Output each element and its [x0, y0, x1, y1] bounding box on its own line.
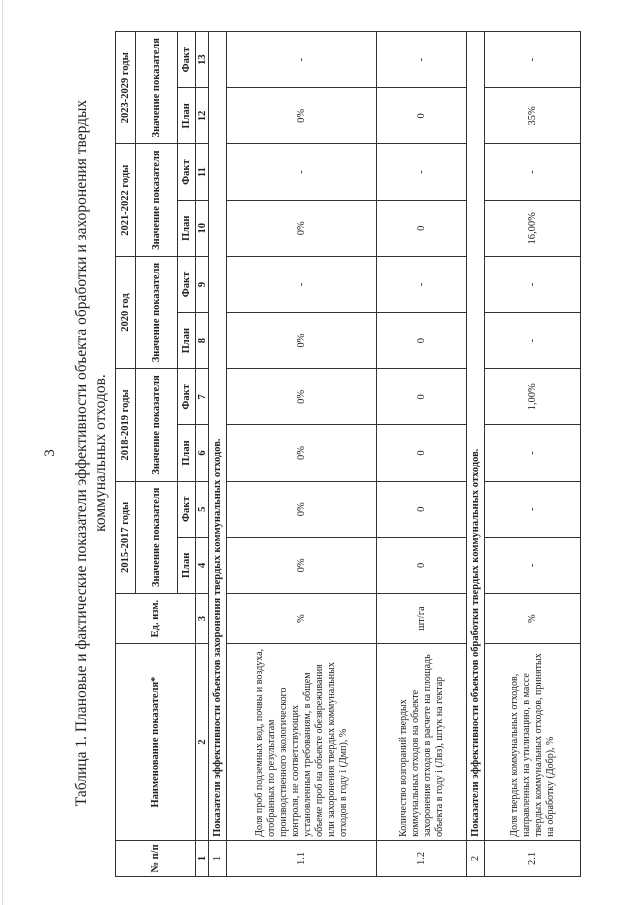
- header-fact: Факт: [178, 144, 196, 200]
- value-cell: 0%: [227, 481, 377, 537]
- header-period-2021-2022: 2021-2022 годы: [116, 144, 136, 256]
- table-row: [227, 32, 377, 877]
- section-title: Показатели эффективности объектов захоронения твердых коммунальных отходов.: [209, 32, 227, 841]
- column-number: 8: [196, 313, 209, 369]
- value-cell: -: [485, 537, 581, 593]
- rotated-page: [20, 23, 620, 883]
- value-cell: -: [227, 144, 377, 200]
- value-cell: -: [377, 32, 467, 88]
- header-period-2015-2017: 2015-2017 годы: [116, 481, 136, 593]
- column-number: 12: [196, 88, 209, 144]
- unit-cell: шт/га: [377, 594, 467, 644]
- column-number: 9: [196, 256, 209, 312]
- column-number: 7: [196, 369, 209, 425]
- header-plan: План: [178, 425, 196, 481]
- value-cell: -: [227, 32, 377, 88]
- unit-cell: %: [227, 594, 377, 644]
- value-cell: 0: [377, 537, 467, 593]
- header-fact: Факт: [178, 481, 196, 537]
- header-plan: План: [178, 200, 196, 256]
- table-row: [377, 32, 467, 877]
- page-number: 3: [42, 449, 58, 457]
- header-plan: План: [178, 313, 196, 369]
- header-plan: План: [178, 537, 196, 593]
- value-cell: 0: [377, 369, 467, 425]
- value-cell: 0%: [227, 369, 377, 425]
- column-number: 11: [196, 144, 209, 200]
- column-number: 4: [196, 537, 209, 593]
- column-number: 3: [196, 594, 209, 644]
- value-cell: 0: [377, 481, 467, 537]
- value-cell: 0: [377, 88, 467, 144]
- header-period-2018-2019: 2018-2019 годы: [116, 369, 136, 481]
- value-cell: 0%: [227, 537, 377, 593]
- row-number: 1.1: [227, 840, 377, 876]
- column-number: 13: [196, 32, 209, 88]
- value-cell: -: [485, 313, 581, 369]
- indicator-name: Доля проб подземных вод, почвы и воздуха, отобранных по результатам производственного экологического контроля, не соответствующих установленным требованиям, в общем объеме проб на объекте обезвреживания или захоронения твердых коммунальных отходов в году i (Дмп), %: [227, 644, 377, 841]
- header-period-2020: 2020 год: [116, 256, 136, 368]
- value-cell: -: [377, 144, 467, 200]
- header-period-2023-2029: 2023-2029 годы: [116, 32, 136, 145]
- row-number: 1.2: [377, 840, 467, 876]
- caption-line-2: коммунальных отходов.: [92, 374, 109, 532]
- column-number: 5: [196, 481, 209, 537]
- table-row: [485, 32, 581, 877]
- value-cell: 0%: [227, 88, 377, 144]
- header-value-label: Значение показателя: [136, 481, 178, 593]
- header-value-label: Значение показателя: [136, 256, 178, 368]
- value-cell: -: [485, 425, 581, 481]
- value-cell: -: [485, 481, 581, 537]
- value-cell: 0%: [227, 200, 377, 256]
- value-cell: 0: [377, 200, 467, 256]
- scan-edge-line: [2, 0, 3, 905]
- indicators-table: [115, 31, 581, 877]
- header-fact: Факт: [178, 369, 196, 425]
- section-number: 1: [209, 840, 227, 876]
- value-cell: 0%: [227, 313, 377, 369]
- table-caption: [72, 23, 110, 883]
- header-num: № п/п: [116, 840, 196, 876]
- value-cell: 0: [377, 313, 467, 369]
- value-cell: -: [485, 144, 581, 200]
- header-value-label: Значение показателя: [136, 32, 178, 145]
- value-cell: -: [485, 256, 581, 312]
- header-name: Наименование показателя*: [116, 644, 196, 841]
- column-number: 10: [196, 200, 209, 256]
- value-cell: 16,00%: [485, 200, 581, 256]
- value-cell: 1,00%: [485, 369, 581, 425]
- section-number: 2: [467, 840, 485, 876]
- value-cell: 0%: [227, 425, 377, 481]
- header-fact: Факт: [178, 256, 196, 312]
- header-value-label: Значение показателя: [136, 369, 178, 481]
- row-number: 2.1: [485, 840, 581, 876]
- unit-cell: %: [485, 594, 581, 644]
- indicator-name: Доля твердых коммунальных отходов, направленных на утилизацию, в массе твердых коммунальных отходов, принятых на обработку (Добр), %: [485, 644, 581, 841]
- value-cell: 0: [377, 425, 467, 481]
- header-fact: Факт: [178, 32, 196, 88]
- header-value-label: Значение показателя: [136, 144, 178, 256]
- caption-line-1: Таблица 1. Плановые и фактические показатели эффективности объекта обработки и захоронения твердых: [73, 99, 90, 807]
- value-cell: -: [227, 256, 377, 312]
- column-number: 2: [196, 644, 209, 841]
- section-title: Показатели эффективности объектов обработки твердых коммунальных отходов.: [467, 32, 485, 841]
- column-number: 6: [196, 425, 209, 481]
- header-unit: Ед. изм.: [116, 594, 196, 644]
- indicator-name: Количество возгораний твердых коммунальных отходов на объекте захоронения отходов в расчете на площадь объекта в году i (Лвз), штук на гектар: [377, 644, 467, 841]
- column-number: 1: [196, 840, 209, 876]
- value-cell: -: [377, 256, 467, 312]
- value-cell: -: [485, 32, 581, 88]
- header-plan: План: [178, 88, 196, 144]
- value-cell: 35%: [485, 88, 581, 144]
